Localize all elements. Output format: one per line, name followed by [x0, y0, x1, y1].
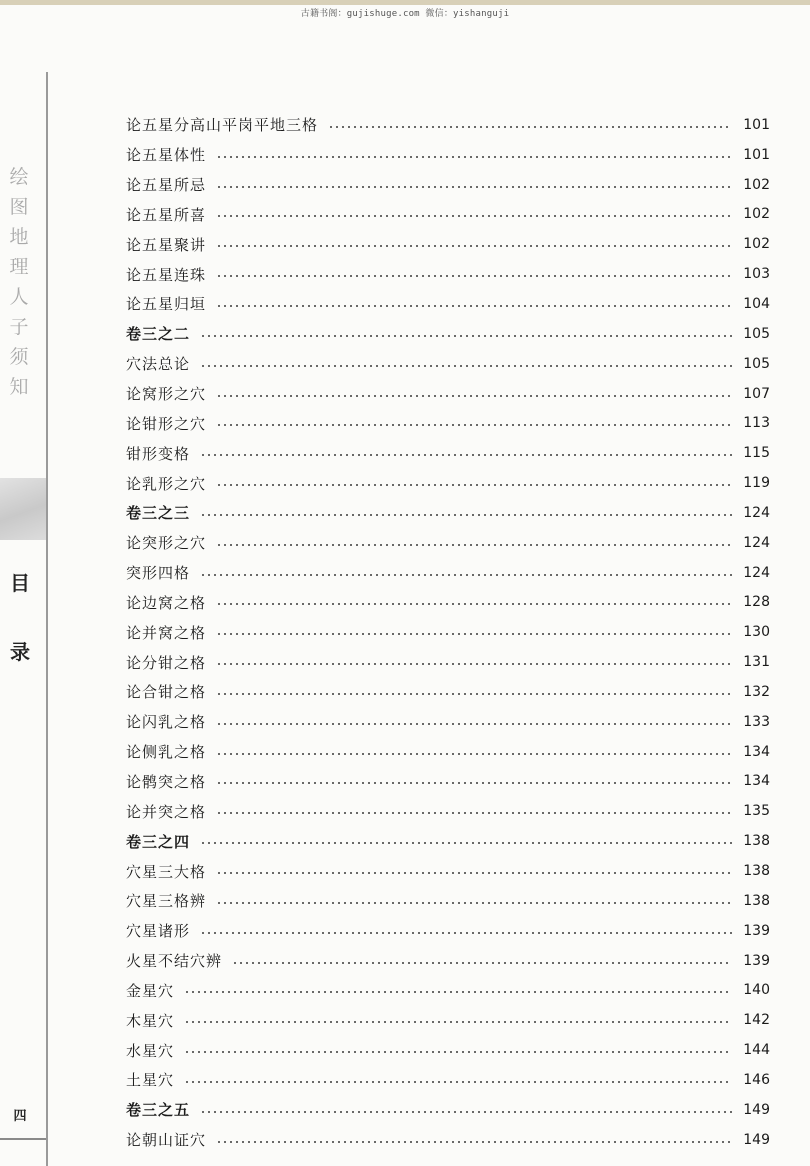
toc-entry-page: 149 — [743, 1131, 770, 1148]
toc-entry-title: 卷三之四 — [126, 832, 191, 851]
toc-entry[interactable] — [126, 229, 770, 259]
toc-dot-leader — [200, 842, 732, 844]
toc-entry[interactable] — [126, 707, 770, 737]
toc-entry-page: 124 — [743, 534, 770, 551]
toc-entry-page: 115 — [743, 445, 770, 462]
toc-dot-leader — [216, 424, 732, 426]
toc-entry[interactable] — [126, 408, 770, 438]
toc-dot-leader — [200, 454, 732, 456]
toc-entry[interactable] — [126, 886, 770, 916]
spine-divider — [46, 72, 48, 1166]
toc-entry-page: 105 — [743, 325, 770, 342]
toc-entry-title: 卷三之五 — [126, 1101, 191, 1120]
toc-entry-page: 139 — [743, 922, 770, 939]
toc-entry-page: 133 — [743, 713, 770, 730]
toc-entry-title: 论五星分高山平岗平地三格 — [126, 116, 319, 135]
toc-entry[interactable] — [126, 1005, 770, 1035]
toc-entry-title: 论闪乳之格 — [126, 713, 207, 732]
toc-dot-leader — [216, 902, 732, 904]
toc-entry-page: 138 — [743, 863, 770, 880]
toc-entry-title: 论朝山证穴 — [126, 1131, 207, 1150]
toc-dot-leader — [216, 186, 732, 188]
toc-entry-title: 突形四格 — [126, 564, 191, 583]
toc-entry-page: 102 — [743, 176, 770, 193]
toc-dot-leader — [216, 156, 732, 158]
toc-entry[interactable] — [126, 617, 770, 647]
toc-entry-title: 论钳形之穴 — [126, 414, 207, 433]
toc-entry-title: 土星穴 — [126, 1071, 175, 1090]
toc-entry-page: 101 — [743, 146, 770, 163]
toc-entry-title: 水星穴 — [126, 1041, 175, 1060]
top-edge-strip — [0, 0, 810, 5]
book-title-char: 绘 — [9, 166, 29, 188]
toc-dot-leader — [216, 215, 732, 217]
toc-entry-page: 144 — [743, 1042, 770, 1059]
toc-entry[interactable] — [126, 916, 770, 946]
toc-entry-page: 131 — [743, 654, 770, 671]
toc-entry-title: 火星不结穴辨 — [126, 952, 223, 971]
toc-entry-title: 卷三之二 — [126, 325, 191, 344]
toc-dot-leader — [200, 514, 732, 516]
section-label-char: 录 — [10, 640, 30, 664]
toc-dot-leader — [216, 633, 732, 635]
toc-dot-leader — [232, 962, 732, 964]
toc-entry-title: 论乳形之穴 — [126, 474, 207, 493]
book-title-char: 子 — [9, 316, 29, 338]
toc-dot-leader — [200, 1111, 732, 1113]
toc-entry-title: 论五星聚讲 — [126, 235, 207, 254]
toc-dot-leader — [184, 1021, 732, 1023]
toc-entry[interactable] — [126, 647, 770, 677]
toc-dot-leader — [216, 663, 732, 665]
toc-dot-leader — [216, 693, 732, 695]
toc-entry-title: 穴法总论 — [126, 355, 191, 374]
toc-entry-page: 101 — [743, 116, 770, 133]
toc-entry-page: 113 — [743, 415, 770, 432]
toc-entry-page: 102 — [743, 206, 770, 223]
toc-entry-page: 135 — [743, 803, 770, 820]
toc-entry-page: 130 — [743, 624, 770, 641]
toc-dot-leader — [200, 365, 732, 367]
toc-entry-title: 论分钳之格 — [126, 653, 207, 672]
toc-entry[interactable] — [126, 200, 770, 230]
section-label-char: 目 — [10, 571, 30, 595]
toc-entry[interactable] — [126, 558, 770, 588]
margin-gray-band — [0, 478, 46, 540]
toc-entry-title: 穴星诸形 — [126, 922, 191, 941]
toc-entry-page: 138 — [743, 833, 770, 850]
toc-entry-page: 138 — [743, 892, 770, 909]
toc-entry-page: 146 — [743, 1071, 770, 1088]
toc-entry-title: 论并窝之格 — [126, 623, 207, 642]
toc-dot-leader — [200, 932, 732, 934]
toc-entry-title: 论合钳之格 — [126, 683, 207, 702]
toc-dot-leader — [216, 484, 732, 486]
book-title-char: 图 — [9, 196, 29, 218]
toc-entry-title: 论窝形之穴 — [126, 385, 207, 404]
toc-entry[interactable] — [126, 110, 770, 140]
toc-entry[interactable] — [126, 1035, 770, 1065]
toc-dot-leader — [184, 1051, 732, 1053]
toc-dot-leader — [216, 1141, 732, 1143]
toc-entry[interactable] — [126, 826, 770, 856]
toc-entry-title: 论并突之格 — [126, 802, 207, 821]
book-title-char: 地 — [9, 226, 29, 248]
toc-entry[interactable] — [126, 767, 770, 797]
toc-entry-title: 卷三之三 — [126, 504, 191, 523]
toc-entry[interactable] — [126, 319, 770, 349]
toc-entry-page: 103 — [743, 266, 770, 283]
toc-dot-leader — [328, 126, 732, 128]
toc-entry[interactable] — [126, 975, 770, 1005]
toc-dot-leader — [216, 872, 732, 874]
toc-entry-page: 139 — [743, 952, 770, 969]
bottom-rule — [0, 1138, 46, 1140]
toc-dot-leader — [216, 782, 732, 784]
toc-dot-leader — [216, 245, 732, 247]
toc-entry[interactable] — [126, 677, 770, 707]
toc-entry[interactable] — [126, 140, 770, 170]
table-of-contents — [126, 110, 770, 1155]
toc-dot-leader — [216, 395, 732, 397]
toc-entry-page: 105 — [743, 355, 770, 372]
toc-entry-title: 论侧乳之格 — [126, 743, 207, 762]
toc-entry-title: 论鹘突之格 — [126, 772, 207, 791]
toc-entry-title: 木星穴 — [126, 1011, 175, 1030]
toc-entry-page: 149 — [743, 1101, 770, 1118]
toc-entry[interactable] — [126, 498, 770, 528]
toc-entry[interactable] — [126, 259, 770, 289]
toc-entry-title: 论边窝之格 — [126, 593, 207, 612]
toc-entry-page: 128 — [743, 594, 770, 611]
page-number: 四 — [13, 1109, 27, 1124]
toc-entry-title: 穴星三格辨 — [126, 892, 207, 911]
toc-dot-leader — [216, 544, 732, 546]
toc-dot-leader — [216, 723, 732, 725]
book-title-char: 理 — [9, 256, 29, 278]
toc-entry[interactable] — [126, 438, 770, 468]
toc-entry-page: 142 — [743, 1012, 770, 1029]
toc-entry-page: 124 — [743, 504, 770, 521]
toc-entry[interactable] — [126, 349, 770, 379]
toc-entry[interactable] — [126, 856, 770, 886]
book-title-vertical — [6, 162, 32, 402]
toc-entry-page: 102 — [743, 236, 770, 253]
toc-entry-page: 132 — [743, 683, 770, 700]
toc-entry-page: 134 — [743, 743, 770, 760]
toc-entry-title: 穴星三大格 — [126, 862, 207, 881]
toc-entry-title: 论五星连珠 — [126, 265, 207, 284]
toc-entry[interactable] — [126, 379, 770, 409]
toc-entry-page: 107 — [743, 385, 770, 402]
toc-dot-leader — [216, 275, 732, 277]
toc-entry[interactable] — [126, 468, 770, 498]
toc-entry-title: 钳形变格 — [126, 444, 191, 463]
toc-entry-page: 124 — [743, 564, 770, 581]
toc-dot-leader — [200, 574, 732, 576]
toc-entry-page: 104 — [743, 295, 770, 312]
toc-entry-title: 论突形之穴 — [126, 534, 207, 553]
book-title-char: 人 — [9, 286, 29, 308]
toc-entry[interactable] — [126, 737, 770, 767]
toc-entry-title: 论五星归垣 — [126, 295, 207, 314]
toc-dot-leader — [184, 991, 732, 993]
book-title-char: 须 — [9, 346, 29, 368]
toc-entry-page: 140 — [743, 982, 770, 999]
watermark-text: 古籍书阁：gujishuge.com 微信：yishanguji — [300, 9, 510, 19]
toc-dot-leader — [200, 335, 732, 337]
toc-entry-page: 134 — [743, 773, 770, 790]
toc-entry-title: 金星穴 — [126, 981, 175, 1000]
book-title-char: 知 — [9, 376, 29, 398]
toc-entry-title: 论五星所喜 — [126, 205, 207, 224]
toc-entry[interactable] — [126, 289, 770, 319]
toc-entry[interactable] — [126, 1125, 770, 1155]
toc-entry-page: 119 — [743, 475, 770, 492]
toc-entry[interactable] — [126, 1095, 770, 1125]
toc-entry[interactable] — [126, 588, 770, 618]
toc-entry[interactable] — [126, 170, 770, 200]
toc-entry-title: 论五星体性 — [126, 146, 207, 165]
toc-dot-leader — [216, 305, 732, 307]
toc-entry[interactable] — [126, 946, 770, 976]
toc-entry-title: 论五星所忌 — [126, 176, 207, 195]
toc-entry[interactable] — [126, 1065, 770, 1095]
toc-dot-leader — [184, 1081, 732, 1083]
toc-dot-leader — [216, 812, 732, 814]
toc-entry[interactable] — [126, 528, 770, 558]
toc-dot-leader — [216, 603, 732, 605]
toc-dot-leader — [216, 753, 732, 755]
toc-entry[interactable] — [126, 796, 770, 826]
